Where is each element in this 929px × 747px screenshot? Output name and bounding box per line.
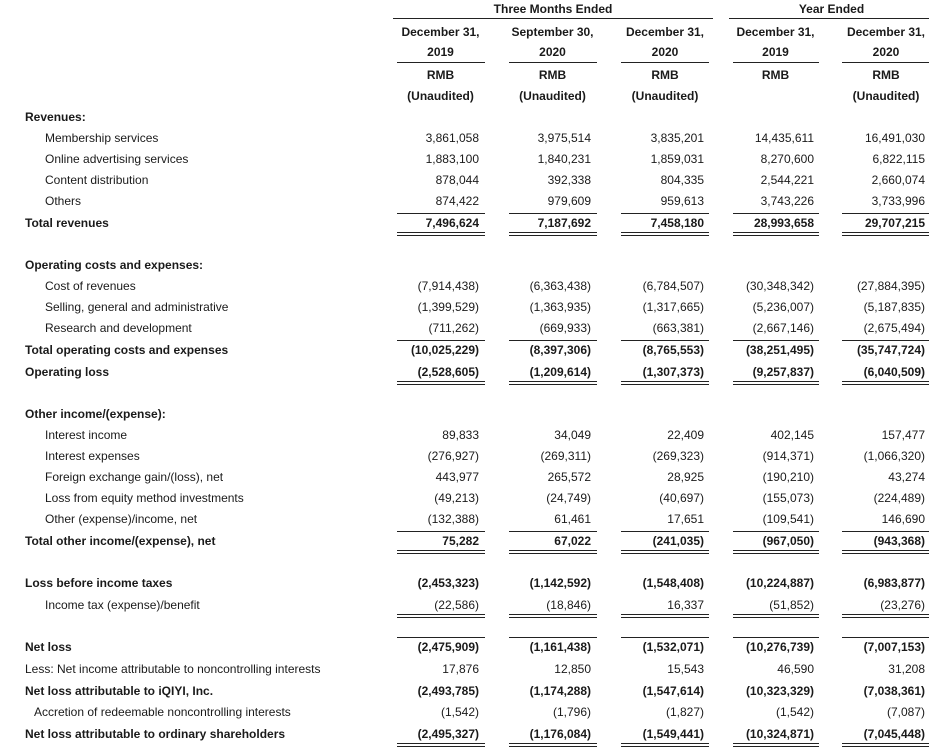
value-cell: (190,210) — [762, 470, 814, 484]
total-rule — [621, 637, 709, 638]
value-cell: (10,276,739) — [745, 640, 814, 654]
value-cell: (10,324,871) — [745, 727, 814, 741]
total-rule — [397, 213, 485, 214]
table-row — [0, 705, 929, 723]
double-rule — [842, 743, 929, 747]
value-cell: (1,209,614) — [529, 365, 591, 379]
value-cell: 1,883,100 — [425, 152, 479, 166]
value-cell: (914,371) — [762, 449, 814, 463]
value-cell: (5,236,007) — [752, 300, 814, 314]
total-rule — [621, 531, 709, 532]
value-cell: (1,548,408) — [642, 576, 704, 590]
value-cell: (7,007,153) — [863, 640, 925, 654]
total-rule — [842, 340, 929, 341]
double-rule — [842, 550, 929, 554]
row-label: Operating loss — [25, 365, 110, 379]
value-cell: 29,707,215 — [864, 216, 925, 230]
value-cell: (27,884,395) — [856, 279, 925, 293]
header-rule — [509, 62, 597, 63]
value-cell: (2,528,605) — [417, 365, 479, 379]
double-rule — [733, 614, 819, 618]
table-row — [0, 684, 929, 702]
value-cell: (1,532,071) — [642, 640, 704, 654]
total-rule — [842, 213, 929, 214]
row-label: Others — [45, 194, 82, 208]
value-cell: 43,274 — [888, 470, 925, 484]
col1-year: 2019 — [427, 45, 454, 59]
row-label: Interest income — [45, 428, 128, 442]
value-cell: 402,145 — [770, 428, 814, 442]
value-cell: 16,491,030 — [864, 131, 925, 145]
row-label: Content distribution — [45, 173, 149, 187]
value-cell: (7,045,448) — [863, 727, 925, 741]
col5-note: (Unaudited) — [852, 89, 920, 103]
double-rule — [621, 614, 709, 618]
value-cell: (7,914,438) — [417, 279, 479, 293]
table-row — [0, 470, 929, 488]
value-cell: 3,861,058 — [425, 131, 479, 145]
double-rule — [509, 614, 597, 618]
col1-currency: RMB — [426, 68, 455, 82]
value-cell: (2,495,327) — [417, 727, 479, 741]
double-rule — [397, 550, 485, 554]
double-rule — [621, 232, 709, 236]
total-rule — [509, 637, 597, 638]
double-rule — [733, 550, 819, 554]
value-cell: (10,323,329) — [745, 684, 814, 698]
value-cell: (7,038,361) — [863, 684, 925, 698]
value-cell: (1,547,614) — [642, 684, 704, 698]
col1-note: (Unaudited) — [407, 89, 474, 103]
value-cell: (1,827) — [665, 705, 704, 719]
double-rule — [733, 743, 819, 747]
total-rule — [733, 531, 819, 532]
value-cell: (276,927) — [427, 449, 479, 463]
value-cell: (1,542) — [775, 705, 814, 719]
total-rule — [397, 531, 485, 532]
total-rule — [733, 340, 819, 341]
col4-currency: RMB — [761, 68, 790, 82]
row-label: Foreign exchange gain/(loss), net — [45, 470, 224, 484]
header-rule — [397, 62, 485, 63]
total-rule — [509, 531, 597, 532]
table-row — [0, 343, 929, 361]
total-rule — [621, 213, 709, 214]
value-cell: 146,690 — [881, 512, 925, 526]
row-label: Total other income/(expense), net — [25, 534, 216, 548]
value-cell: (1,549,441) — [642, 727, 704, 741]
row-label: Operating costs and expenses: — [25, 258, 204, 272]
value-cell: (109,541) — [762, 512, 814, 526]
row-label: Loss before income taxes — [25, 576, 173, 590]
value-cell: 17,876 — [442, 662, 479, 676]
value-cell: (30,348,342) — [745, 279, 814, 293]
table-row — [0, 131, 929, 149]
value-cell: (2,493,785) — [417, 684, 479, 698]
value-cell: (38,251,495) — [745, 343, 814, 357]
value-cell: (8,397,306) — [529, 343, 591, 357]
col3-currency: RMB — [651, 68, 679, 82]
value-cell: (1,796) — [552, 705, 591, 719]
section-header-row — [0, 407, 929, 425]
value-cell: (1,317,665) — [642, 300, 704, 314]
value-cell: (7,087) — [886, 705, 925, 719]
value-cell: (269,311) — [540, 449, 591, 463]
section-header-row — [0, 258, 929, 276]
table-row — [0, 279, 929, 297]
header-group-year: Year Ended — [798, 2, 865, 16]
value-cell: 2,544,221 — [760, 173, 814, 187]
double-rule — [509, 232, 597, 236]
double-rule — [621, 743, 709, 747]
value-cell: 6,822,115 — [872, 152, 925, 166]
row-label: Interest expenses — [45, 449, 140, 463]
value-cell: 61,461 — [554, 512, 591, 526]
value-cell: (1,307,373) — [642, 365, 704, 379]
value-cell: 12,850 — [554, 662, 591, 676]
value-cell: (1,066,320) — [863, 449, 925, 463]
col2-currency: RMB — [538, 68, 567, 82]
double-rule — [397, 614, 485, 618]
value-cell: (2,475,909) — [417, 640, 479, 654]
value-cell: (1,542) — [440, 705, 479, 719]
table-row — [0, 662, 929, 680]
value-cell: (711,262) — [428, 321, 479, 335]
value-cell: 265,572 — [547, 470, 591, 484]
table-row — [0, 152, 929, 170]
value-cell: (8,765,553) — [642, 343, 704, 357]
section-header-row — [0, 110, 929, 128]
value-cell: 89,833 — [442, 428, 479, 442]
double-rule — [842, 232, 929, 236]
value-cell: (51,852) — [769, 598, 814, 612]
value-cell: 15,543 — [667, 662, 704, 676]
value-cell: 7,496,624 — [425, 216, 479, 230]
value-cell: 3,733,996 — [871, 194, 925, 208]
double-rule — [509, 550, 597, 554]
value-cell: 28,925 — [667, 470, 704, 484]
total-rule — [621, 340, 709, 341]
row-label: Loss from equity method investments — [45, 491, 244, 505]
col5-date: December 31, — [846, 25, 926, 39]
value-cell: 3,975,514 — [537, 131, 591, 145]
value-cell: (35,747,724) — [856, 343, 925, 357]
col2-date: September 30, — [511, 25, 594, 39]
table-row — [0, 300, 929, 318]
value-cell: 7,187,692 — [537, 216, 591, 230]
value-cell: (1,176,084) — [529, 727, 591, 741]
row-label: Total revenues — [25, 216, 109, 230]
row-label: Net loss attributable to ordinary shareholders — [25, 727, 286, 741]
total-rule — [397, 340, 485, 341]
value-cell: 443,977 — [435, 470, 479, 484]
value-cell: (1,142,592) — [529, 576, 591, 590]
row-label: Accretion of redeemable noncontrolling interests — [34, 705, 291, 719]
value-cell: (132,388) — [427, 512, 479, 526]
value-cell: 16,337 — [667, 598, 704, 612]
header-group-rule — [729, 18, 929, 19]
double-rule — [509, 381, 597, 385]
table-row — [0, 428, 929, 446]
row-label: Less: Net income attributable to noncontrolling interests — [25, 662, 321, 676]
value-cell: 2,660,074 — [871, 173, 925, 187]
total-rule — [397, 637, 485, 638]
row-label: Other income/(expense): — [25, 407, 166, 421]
total-rule — [733, 213, 819, 214]
double-rule — [842, 614, 929, 618]
col2-year: 2020 — [539, 45, 566, 59]
col5-year: 2020 — [872, 45, 900, 59]
value-cell: (22,586) — [434, 598, 479, 612]
header-group-rule — [393, 18, 713, 19]
value-cell: 874,422 — [435, 194, 479, 208]
table-row — [0, 449, 929, 467]
value-cell: (23,276) — [880, 598, 925, 612]
value-cell: (6,983,877) — [863, 576, 925, 590]
table-row — [0, 173, 929, 191]
value-cell: (6,040,509) — [863, 365, 925, 379]
value-cell: (943,368) — [873, 534, 925, 548]
value-cell: (669,933) — [539, 321, 591, 335]
value-cell: 17,651 — [667, 512, 704, 526]
table-row — [0, 512, 929, 530]
double-rule — [397, 381, 485, 385]
value-cell: 1,840,231 — [537, 152, 591, 166]
col3-year: 2020 — [651, 45, 679, 59]
col4-date: December 31, — [736, 25, 815, 39]
row-label: Revenues: — [25, 110, 86, 124]
header-rule — [621, 62, 709, 63]
row-label: Selling, general and administrative — [45, 300, 229, 314]
value-cell: (1,161,438) — [529, 640, 591, 654]
value-cell: 1,859,031 — [650, 152, 704, 166]
total-rule — [733, 637, 819, 638]
value-cell: (9,257,837) — [752, 365, 814, 379]
value-cell: (2,675,494) — [863, 321, 925, 335]
row-label: Net loss — [25, 640, 72, 654]
value-cell: 28,993,658 — [753, 216, 814, 230]
value-cell: 67,022 — [554, 534, 591, 548]
header-rule — [733, 62, 819, 63]
value-cell: (155,073) — [762, 491, 814, 505]
value-cell: 959,613 — [660, 194, 704, 208]
double-rule — [621, 550, 709, 554]
double-rule — [842, 381, 929, 385]
value-cell: 8,270,600 — [760, 152, 814, 166]
value-cell: 31,208 — [888, 662, 925, 676]
value-cell: 46,590 — [777, 662, 814, 676]
double-rule — [733, 381, 819, 385]
total-rule — [842, 637, 929, 638]
col3-date: December 31, — [625, 25, 705, 39]
value-cell: 14,435,611 — [754, 131, 814, 145]
value-cell: (49,213) — [434, 491, 479, 505]
double-rule — [733, 232, 819, 236]
row-label: Net loss attributable to iQIYI, Inc. — [25, 684, 214, 698]
value-cell: (6,784,507) — [642, 279, 704, 293]
value-cell: (24,749) — [546, 491, 591, 505]
value-cell: 7,458,180 — [650, 216, 704, 230]
value-cell: 157,477 — [881, 428, 925, 442]
value-cell: 3,743,226 — [760, 194, 814, 208]
col2-note: (Unaudited) — [519, 89, 586, 103]
value-cell: 804,335 — [660, 173, 704, 187]
value-cell: 878,044 — [435, 173, 479, 187]
col3-note: (Unaudited) — [631, 89, 699, 103]
row-label: Membership services — [45, 131, 159, 145]
header-rule — [842, 62, 929, 63]
value-cell: 3,835,201 — [650, 131, 704, 145]
value-cell: (224,489) — [873, 491, 925, 505]
value-cell: (967,050) — [762, 534, 814, 548]
value-cell: (40,697) — [659, 491, 704, 505]
value-cell: (10,224,887) — [745, 576, 814, 590]
table-row — [0, 491, 929, 509]
value-cell: (269,323) — [652, 449, 704, 463]
value-cell: (6,363,438) — [529, 279, 591, 293]
value-cell: (1,363,935) — [529, 300, 591, 314]
value-cell: 979,609 — [547, 194, 591, 208]
col1-date: December 31, — [401, 25, 480, 39]
value-cell: (663,381) — [652, 321, 704, 335]
value-cell: 22,409 — [667, 428, 704, 442]
value-cell: 75,282 — [442, 534, 479, 548]
table-row — [0, 640, 929, 658]
row-label: Other (expense)/income, net — [45, 512, 198, 526]
total-rule — [509, 340, 597, 341]
table-row — [0, 321, 929, 339]
value-cell: (2,667,146) — [752, 321, 814, 335]
value-cell: (1,174,288) — [529, 684, 591, 698]
row-label: Research and development — [45, 321, 192, 335]
value-cell: (241,035) — [652, 534, 704, 548]
row-label: Income tax (expense)/benefit — [45, 598, 200, 612]
total-rule — [842, 531, 929, 532]
value-cell: (10,025,229) — [410, 343, 479, 357]
table-row — [0, 194, 929, 212]
value-cell: (2,453,323) — [417, 576, 479, 590]
col5-currency: RMB — [872, 68, 900, 82]
table-row — [0, 576, 929, 594]
value-cell: 392,338 — [547, 173, 591, 187]
double-rule — [397, 232, 485, 236]
value-cell: (18,846) — [546, 598, 591, 612]
row-label: Online advertising services — [45, 152, 189, 166]
double-rule — [509, 743, 597, 747]
value-cell: 34,049 — [554, 428, 591, 442]
col4-year: 2019 — [762, 45, 789, 59]
value-cell: (5,187,835) — [863, 300, 925, 314]
value-cell: (1,399,529) — [417, 300, 479, 314]
header-group-three-months: Three Months Ended — [493, 2, 613, 16]
row-label: Cost of revenues — [45, 279, 136, 293]
row-label: Total operating costs and expenses — [25, 343, 229, 357]
total-rule — [509, 213, 597, 214]
double-rule — [397, 743, 485, 747]
double-rule — [621, 381, 709, 385]
